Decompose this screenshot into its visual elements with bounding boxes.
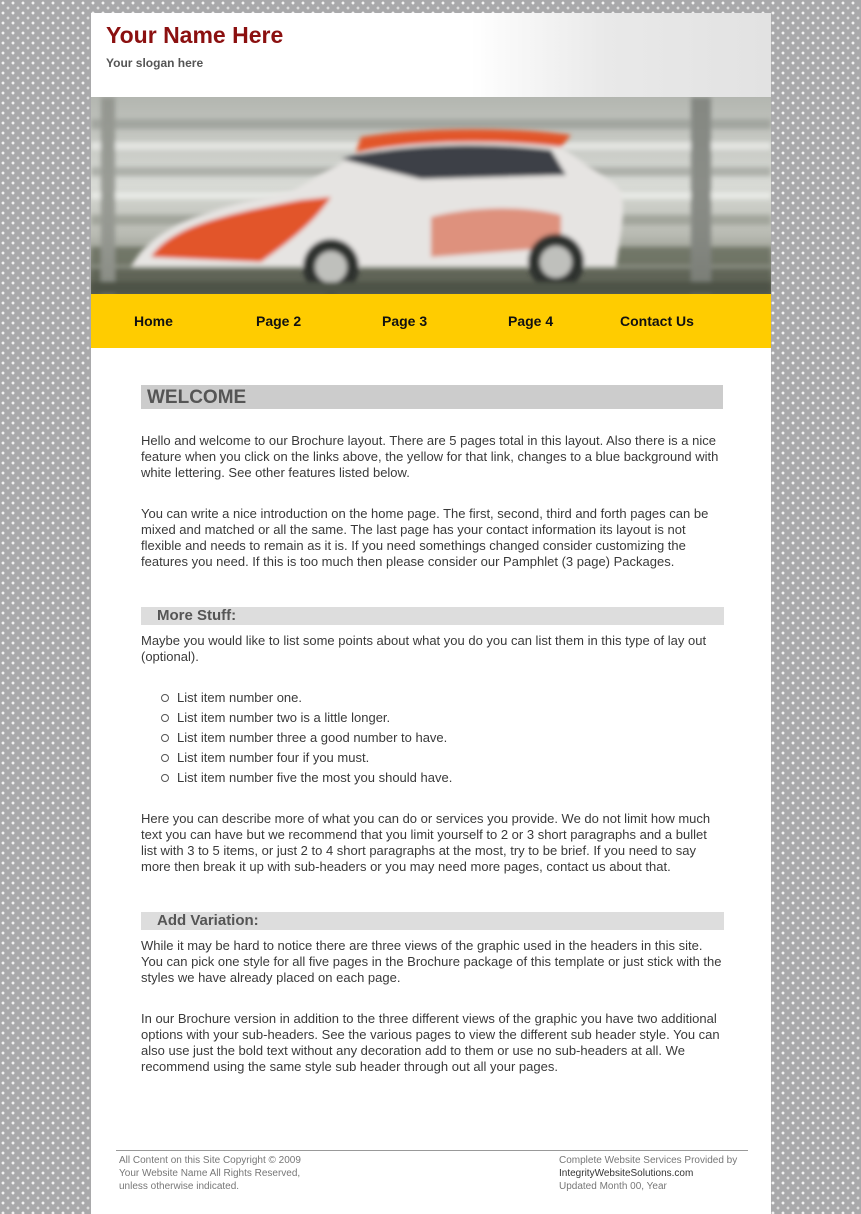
more-stuff-heading-bar [141,607,724,625]
nav-page-2[interactable]: Page 2 [256,313,302,329]
nav-page-4[interactable]: Page 4 [508,313,554,329]
site-slogan: Your slogan here [106,56,204,70]
feature-list [161,690,452,790]
site-name: Your Name Here [106,22,284,48]
variation-paragraph-1: While it may be hard to notice there are three views of the graphic used in the headers in this site. You can pick one style for all five pages in the Brochure package of this template or just stick with the styles we have already placed on each page. [141,938,722,985]
page-container [91,13,771,1214]
welcome-heading-bar [141,385,723,409]
list-item: List item number one. [161,690,452,710]
add-variation-heading-bar [141,912,724,930]
welcome-heading: WELCOME [147,387,247,408]
footer-copyright-line: unless otherwise indicated. [119,1181,240,1192]
footer-copyright-line: All Content on this Site Copyright © 2009 [119,1155,301,1166]
nav-contact-us[interactable]: Contact Us [620,313,694,329]
intro-paragraph-1: Hello and welcome to our Brochure layout. There are 5 pages total in this layout. Also there is a nice feature when you click on the links above, the yellow for that link, changes to a blue background with white lettering. See other features listed below. [141,433,719,480]
list-item: List item number four if you must. [161,750,452,770]
footer-copyright-line: Your Website Name All Rights Reserved, [119,1168,301,1179]
list-item: List item number three a good number to have. [161,730,452,750]
variation-paragraph-2: In our Brochure version in addition to the three different views of the graphic you have two additional options with your sub-headers. See the various pages to view the different sub header style. You can also use just the bold text without any decoration add to them or use no sub-headers at all. We recommend using the same style sub header through out all your pages. [141,1011,720,1074]
nav-page-3[interactable]: Page 3 [382,313,428,329]
list-item: List item number two is a little longer. [161,710,452,730]
site-header [91,13,771,97]
race-car-image [91,97,771,294]
add-variation-heading: Add Variation: [157,912,259,929]
nav-home[interactable]: Home [134,313,173,329]
list-item: List item number five the most you should have. [161,770,452,790]
footer-credits [559,1154,737,1193]
footer-credits-line: Complete Website Services Provided by [559,1155,738,1166]
footer-divider [116,1150,748,1151]
main-nav [91,294,771,348]
more-stuff-paragraph-2: Here you can describe more of what you can do or services you provide. We do not limit how much text you can have but we recommend that you limit yourself to 2 or 3 short paragraphs and a bullet list with 3 to 5 items, or just 2 to 4 short paragraphs at the most, try to be brief. If you need to say more then break it up with sub-headers or you may need more pages, contact us about that. [141,811,711,874]
footer-updated: Updated Month 00, Year [559,1181,667,1192]
more-stuff-heading: More Stuff: [157,607,237,624]
banner-image [91,97,771,294]
footer-copyright [119,1154,301,1193]
intro-paragraph-2: You can write a nice introduction on the home page. The first, second, third and forth pages can be mixed and matched or all the same. The last page has your contact information its layout is not flexible and needs to remain as it is. If you need somethings changed consider customizing the features you need. If this is too much then please consider our Pamphlet (3 page) Packages. [141,506,709,569]
footer-credits-link[interactable]: IntegrityWebsiteSolutions.com [559,1168,694,1179]
header-gradient [471,13,771,97]
more-stuff-paragraph: Maybe you would like to list some points about what you do you can list them in this type of lay out (optional). [141,633,707,664]
